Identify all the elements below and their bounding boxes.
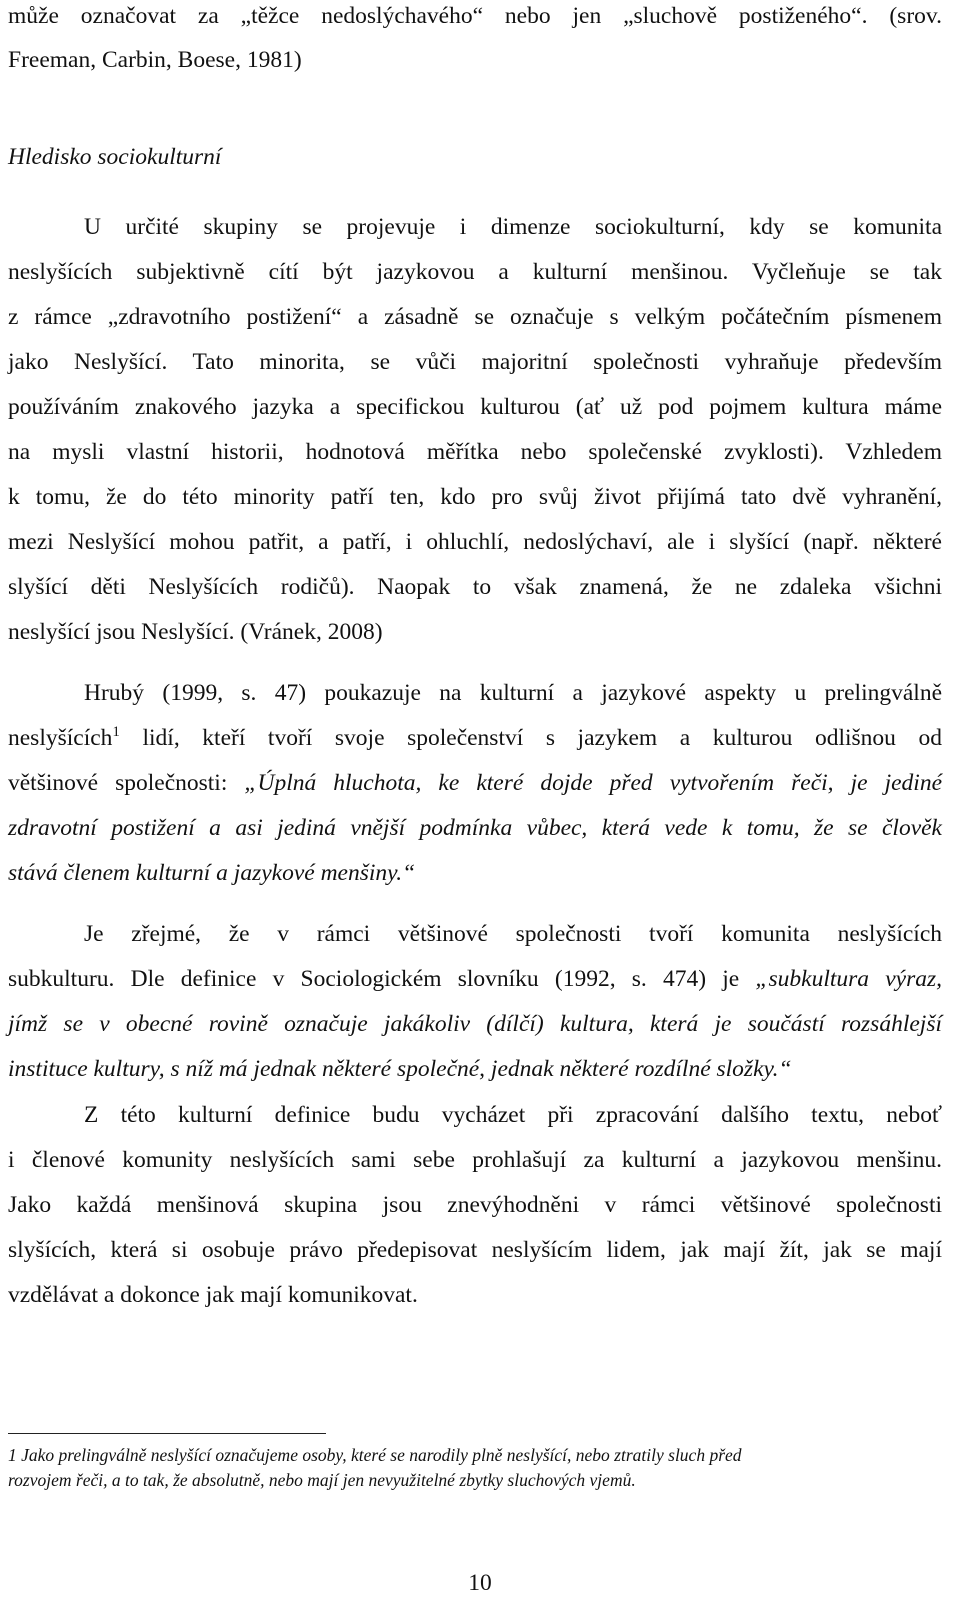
- text-line: Z této kulturní definice budu vycházet při zpracování dalšího textu, neboť: [84, 1102, 942, 1128]
- text-run: většinové společnosti:: [8, 770, 245, 796]
- quote-line: jímž se v obecné rovině označuje jakákoliv (dílčí) kultura, která je součástí rozsáhlejší: [8, 1011, 942, 1037]
- text-line: z rámce „zdravotního postižení“ a zásadně se označuje s velkým počátečním písmenem: [8, 304, 942, 330]
- footnote-line: rozvojem řeči, a to tak, že absolutně, nebo mají jen nevyužitelné zbytky sluchových vjemů.: [8, 1470, 636, 1490]
- footnote-ref: 1: [112, 724, 120, 740]
- text-line: k tomu, že do této minority patří ten, kdo pro svůj život přijímá tato dvě vyhranění,: [8, 484, 942, 510]
- text-line: používáním znakového jazyka a specifickou kulturou (ať už pod pojmem kultura máme: [8, 394, 942, 420]
- text-line: [8, 724, 942, 752]
- footnote-divider: [8, 1433, 326, 1434]
- text-line: vzdělávat a dokonce jak mají komunikovat.: [8, 1282, 418, 1308]
- text-line: i členové komunity neslyšících sami sebe prohlašují za kulturní a jazykovou menšinu.: [8, 1147, 942, 1173]
- quote-line: stává členem kulturní a jazykové menšiny.“: [8, 860, 416, 886]
- text-line: může označovat za „těžce nedoslýchavého“ nebo jen „sluchově postiženého“. (srov.: [8, 3, 942, 29]
- quote-line: instituce kultury, s níž má jednak některé společné, jednak některé rozdílné složky.“: [8, 1056, 792, 1082]
- footnote-line: 1 Jako prelingválně neslyšící označujeme osoby, které se narodily plně neslyšící, nebo ztratily sluch před: [8, 1445, 742, 1465]
- quote-run: „subkultura výraz,: [755, 966, 942, 992]
- text-line: [8, 965, 942, 993]
- quote-run: „Úplná hluchota, ke které dojde před vytvořením řeči, je jediné: [244, 770, 942, 796]
- quote-line: zdravotní postižení a asi jediná vnější podmínka vůbec, která vede k tomu, že se člověk: [8, 815, 942, 841]
- text-line: Hrubý (1999, s. 47) poukazuje na kulturní a jazykové aspekty u prelingválně: [84, 680, 942, 706]
- text-line: Je zřejmé, že v rámci většinové společnosti tvoří komunita neslyšících: [84, 921, 942, 947]
- text-line: Freeman, Carbin, Boese, 1981): [8, 47, 302, 73]
- text-line: Jako každá menšinová skupina jsou znevýhodněni v rámci většinové společnosti: [8, 1192, 942, 1218]
- text-line: jako Neslyšící. Tato minorita, se vůči majoritní společnosti vyhraňuje především: [8, 349, 942, 375]
- text-line: slyšících, která si osobuje právo předepisovat neslyšícím lidem, jak mají žít, jak se mají: [8, 1237, 942, 1263]
- text-run: neslyšících: [8, 725, 113, 751]
- text-line: mezi Neslyšící mohou patřit, a patří, i ohluchlí, nedoslýchaví, ale i slyšící (např. některé: [8, 529, 942, 555]
- text-line: neslyšících subjektivně cítí být jazykovou a kulturní menšinou. Vyčleňuje se tak: [8, 259, 942, 285]
- text-line: U určité skupiny se projevuje i dimenze sociokulturní, kdy se komunita: [84, 214, 942, 240]
- page-number: 10: [468, 1570, 492, 1596]
- text-line: neslyšící jsou Neslyšící. (Vránek, 2008): [8, 619, 383, 645]
- text-line: slyšící děti Neslyšících rodičů). Naopak to však znamená, že ne zdaleka všichni: [8, 574, 942, 600]
- text-run: lidí, kteří tvoří svoje společenství s jazykem a kulturou odlišnou od: [119, 725, 942, 751]
- text-run: subkulturu. Dle definice v Sociologickém slovníku (1992, s. 474) je: [8, 966, 756, 992]
- text-line: na mysli vlastní historii, hodnotová měřítka nebo společenské zvyklosti). Vzhledem: [8, 439, 942, 465]
- section-heading: Hledisko sociokulturní: [8, 144, 222, 170]
- text-line: [8, 769, 942, 797]
